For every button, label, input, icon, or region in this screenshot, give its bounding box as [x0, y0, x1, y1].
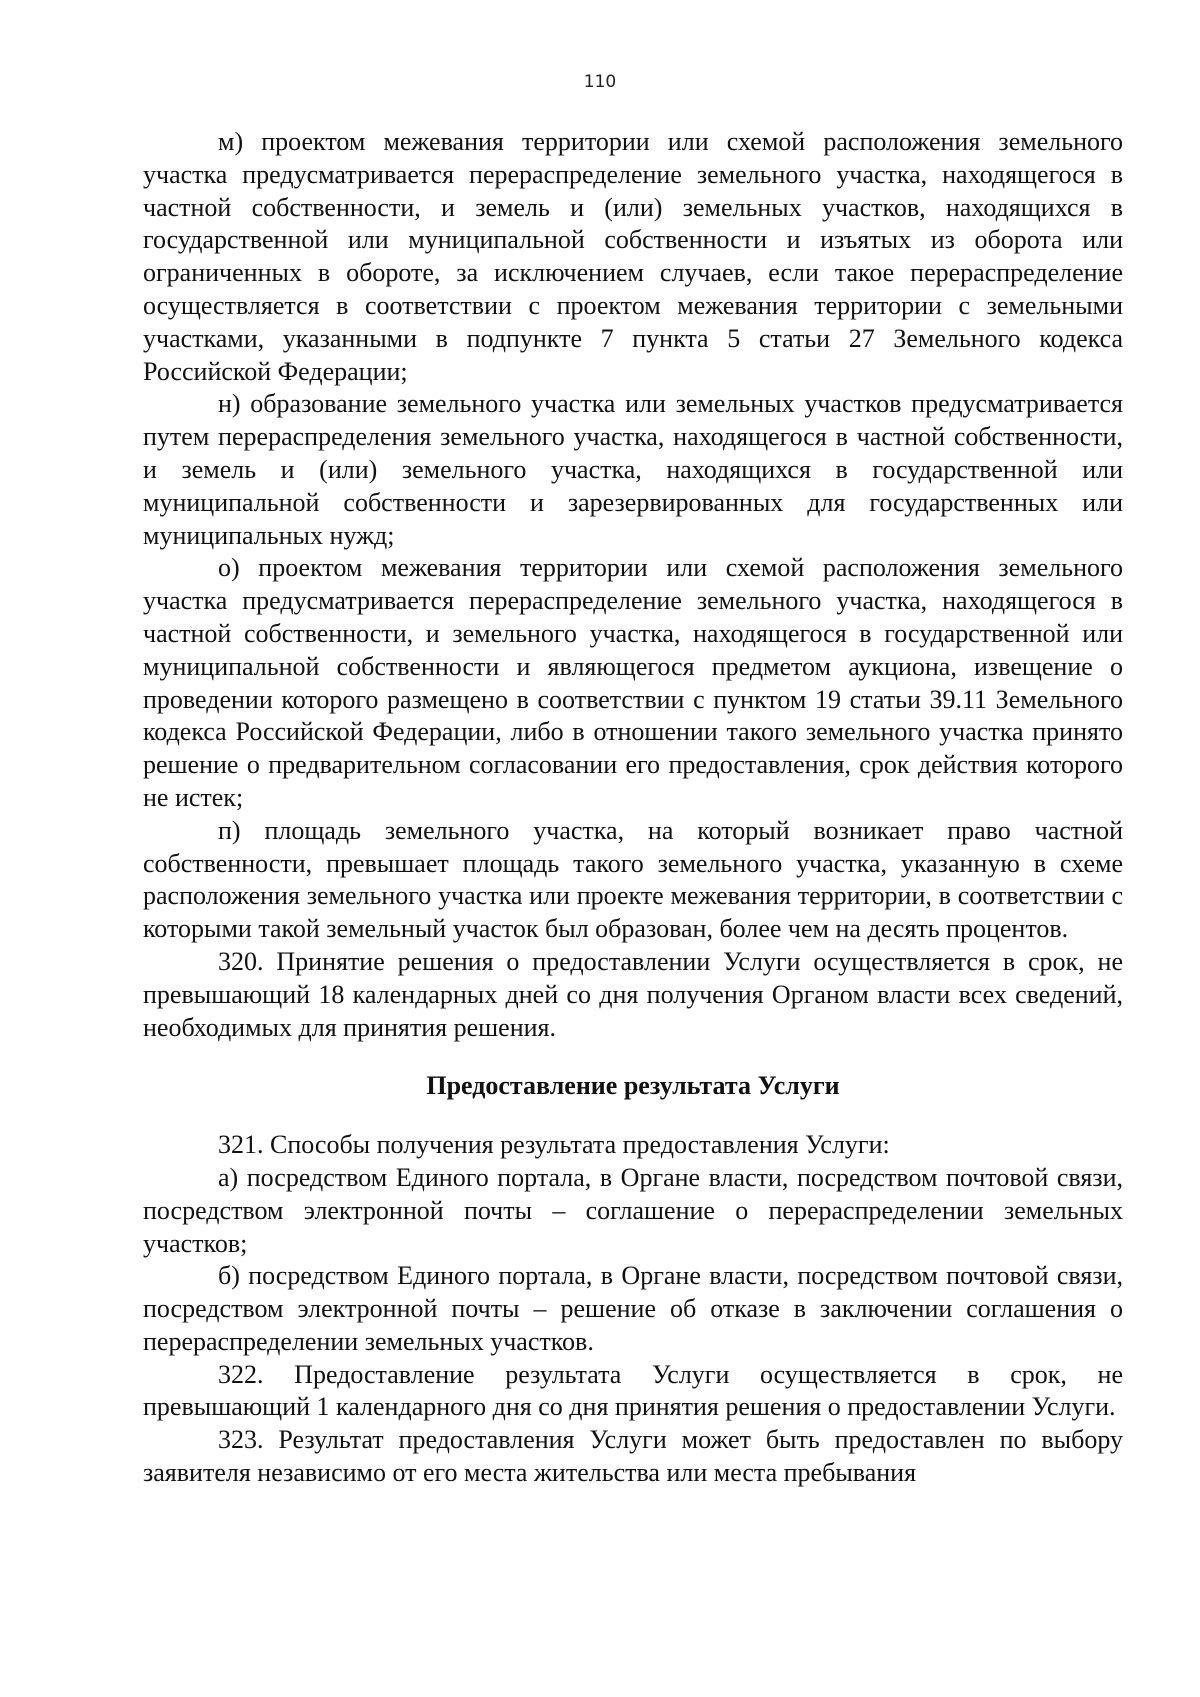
paragraph-321: 321. Способы получения результата предоставления Услуги:	[218, 1130, 890, 1160]
section-heading: Предоставление результата Услуги	[426, 1071, 840, 1101]
paragraph-321-b: б) посредством Единого портала, в Органе власти, посредством почтовой связи, посредством электронной почты – решение об отказе в заключении соглашения о перераспределении земельных участков.	[143, 1261, 1123, 1356]
paragraph-323: 323. Результат предоставления Услуги может быть предоставлен по выбору заявителя независимо от его места жительства или места пребывания	[143, 1425, 1123, 1488]
paragraph-o: о) проектом межевания территории или схемой расположения земельного участка предусматривается перераспределение земельного участка, находящегося в частной собственности, и земельного участка, находящегося в государственной или муниципальной собственности и являющегося предметом аукциона, извещение о проведении которого размещено в соответствии с пунктом 19 статьи 39.11 Земельного кодекса Российской Федерации, либо в отношении такого земельного участка принято решение о предварительном согласовании его предоставления, срок действия которого не истек;	[143, 553, 1123, 812]
paragraph-n: н) образование земельного участка или земельных участков предусматривается путем перераспределения земельного участка, находящегося в частной собственности, и земель и (или) земельного участка, находящихся в государственной или муниципальной собственности и зарезервированных для государственных или муниципальных нужд;	[143, 389, 1123, 550]
document-body	[143, 126, 1123, 1490]
paragraph-321-a: а) посредством Единого портала, в Органе власти, посредством почтовой связи, посредством электронной почты – соглашение о перераспределении земельных участков;	[143, 1162, 1123, 1258]
paragraph-322: 322. Предоставление результата Услуги осуществляется в срок, не превышающий 1 календарного дня со дня принятия решения о предоставлении Услуги.	[143, 1359, 1123, 1422]
paragraph-m: м) проектом межевания территории или схемой расположения земельного участка предусматривается перераспределение земельного участка, находящегося в частной собственности, и земель и (или) земельных участков, находящихся в государственной или муниципальной собственности и изъятых из оборота или ограниченных в обороте, за исключением случаев, если такое перераспределение осуществляется в соответствии с проектом межевания территории с земельными участками, указанными в подпункте 7 пункта 5 статьи 27 Земельного кодекса Российской Федерации;	[143, 127, 1123, 386]
paragraph-320: 320. Принятие решения о предоставлении Услуги осуществляется в срок, не превышающий 18 календарных дней со дня получения Органом власти всех сведений, необходимых для принятия решения.	[143, 946, 1123, 1042]
page-number: 110	[583, 72, 617, 92]
paragraph-p: п) площадь земельного участка, на который возникает право частной собственности, превышает площадь такого земельного участка, указанную в схеме расположения земельного участка или проекте межевания территории, в соответствии с которыми такой земельный участок был образован, более чем на десять процентов.	[143, 815, 1123, 944]
